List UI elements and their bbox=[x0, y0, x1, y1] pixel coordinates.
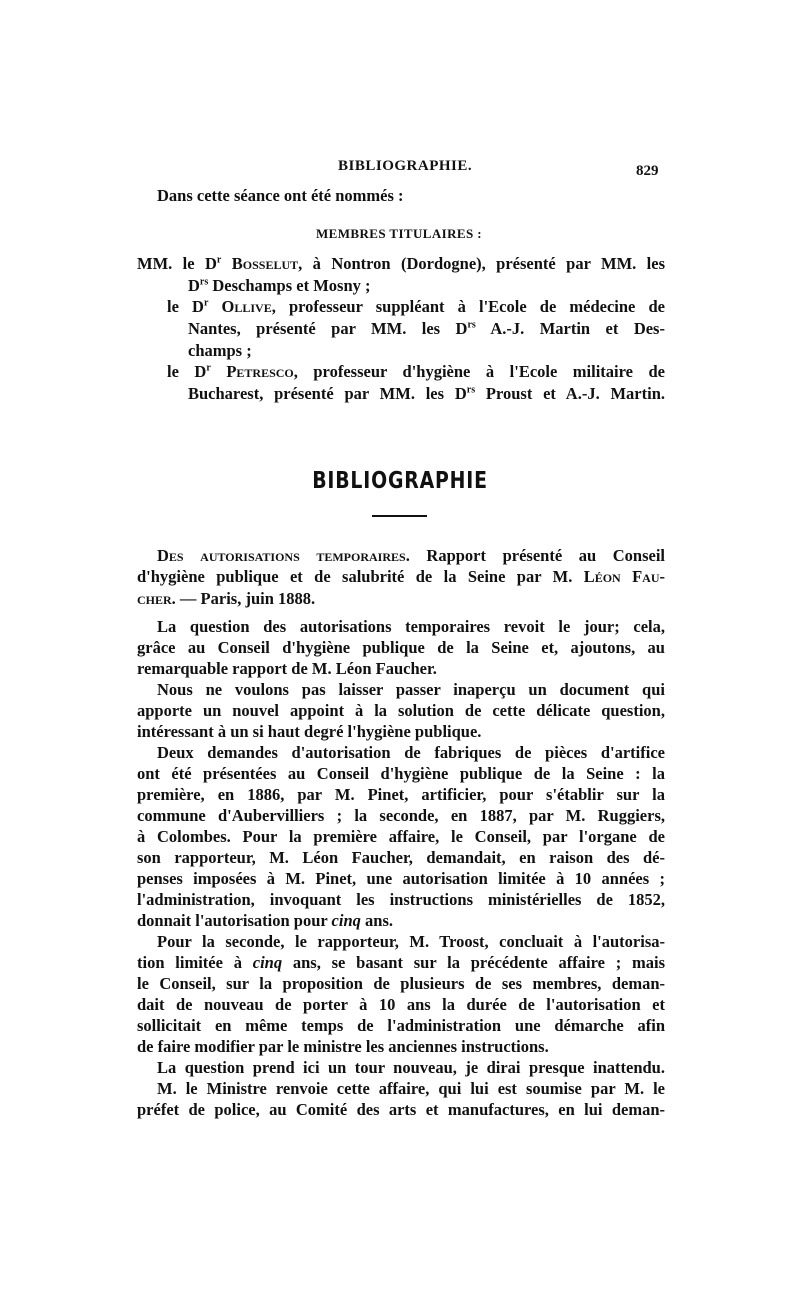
member-name: Ollive bbox=[221, 297, 272, 316]
body-line: de faire modifier par le ministre les anciennes instructions. bbox=[137, 1037, 549, 1056]
body-line: préfet de police, au Comité des arts et manufactures, en lui deman- bbox=[137, 1100, 665, 1119]
member-2-line-1: le $D^r$ Ollive, professeur suppléant à l'Ecole de médecine de bbox=[167, 297, 665, 316]
body-line: Pour la seconde, le rapporteur, M. Troost, concluait à l'autorisa- bbox=[157, 932, 665, 951]
member-1-line-2: $D^{rs}$ Deschamps et Mosny ; bbox=[188, 276, 371, 295]
members-heading: MEMBRES TITULAIRES : bbox=[316, 226, 482, 241]
body-line: donnait l'autorisation pour cinq ans. bbox=[137, 911, 393, 930]
body-line: M. le Ministre renvoie cette affaire, qui lui est soumise par M. le bbox=[157, 1079, 665, 1098]
body-line: La question des autorisations temporaires revoit le jour; cela, bbox=[157, 617, 665, 636]
body-line: première, en 1886, par M. Pinet, artificier, pour s'établir sur la bbox=[137, 785, 665, 804]
entry-title: Des autorisations temporaires. bbox=[157, 546, 410, 565]
body-line: commune d'Aubervilliers ; la seconde, en 1887, par M. Ruggiers, bbox=[137, 806, 665, 825]
entry-line-2: d'hygiène publique et de salubrité de la Seine par M. Léon Fau- bbox=[137, 567, 665, 586]
body-line: Nous ne voulons pas laisser passer inaperçu un document qui bbox=[157, 680, 665, 699]
body-line: grâce au Conseil d'hygiène publique de la Seine et, ajoutons, au bbox=[137, 638, 665, 657]
body-line: remarquable rapport de M. Léon Faucher. bbox=[137, 659, 437, 678]
running-title: BIBLIOGRAPHIE. bbox=[338, 158, 473, 174]
body-line: dait de nouveau de porter à 10 ans la durée de l'autorisation et bbox=[137, 995, 665, 1014]
page-number: 829 bbox=[636, 163, 659, 179]
body-line: penses imposées à M. Pinet, une autorisation limitée à 10 années ; bbox=[137, 869, 665, 888]
body-line: ont été présentées au Conseil d'hygiène publique de la Seine : la bbox=[137, 764, 665, 783]
body-line: apporte un nouvel appoint à la solution de cette délicate question, bbox=[137, 701, 665, 720]
heading-rule bbox=[372, 515, 427, 517]
body-line: à Colombes. Pour la première affaire, le Conseil, par l'organe de bbox=[137, 827, 665, 846]
body-line: sollicitait en même temps de l'administration une démarche afin bbox=[137, 1016, 665, 1035]
body-line: Deux demandes d'autorisation de fabriques de pièces d'artifice bbox=[157, 743, 665, 762]
entry-line-3: cher. — Paris, juin 1888. bbox=[137, 589, 316, 608]
body-line: son rapporteur, M. Léon Faucher, demandait, en raison des dé- bbox=[137, 848, 665, 867]
entry-line-1: Des autorisations temporaires. Rapport présenté au Conseil bbox=[157, 546, 665, 565]
session-intro: Dans cette séance ont été nommés : bbox=[157, 186, 404, 205]
member-name: Bosselut bbox=[231, 254, 299, 273]
body-line: intéressant à un si haut degré l'hygiène publique. bbox=[137, 722, 482, 741]
body-line: le Conseil, sur la proposition de plusieurs de ses membres, deman- bbox=[137, 974, 665, 993]
member-1-line-1: MM. le $D^r$ Bosselut, à Nontron (Dordogne), présenté par MM. les bbox=[137, 254, 665, 273]
member-name: Petresco bbox=[226, 362, 294, 381]
member-3-line-2: Bucharest, présenté par MM. les $D^{rs}$ Proust et A.-J. Martin. bbox=[188, 384, 665, 403]
member-3-line-1: le $D^r$ Petresco, professeur d'hygiène à l'Ecole militaire de bbox=[167, 362, 665, 381]
body-line: tion limitée à cinq ans, se basant sur la précédente affaire ; mais bbox=[137, 953, 665, 972]
member-2-line-3: champs ; bbox=[188, 341, 252, 360]
member-2-line-2: Nantes, présenté par MM. les $D^{rs}$ A.-J. Martin et Des- bbox=[188, 319, 665, 338]
body-line: La question prend ici un tour nouveau, je dirai presque inattendu. bbox=[157, 1058, 665, 1077]
body-line: l'administration, invoquant les instructions ministérielles de 1852, bbox=[137, 890, 665, 909]
section-heading: BIBLIOGRAPHIE bbox=[312, 468, 488, 494]
